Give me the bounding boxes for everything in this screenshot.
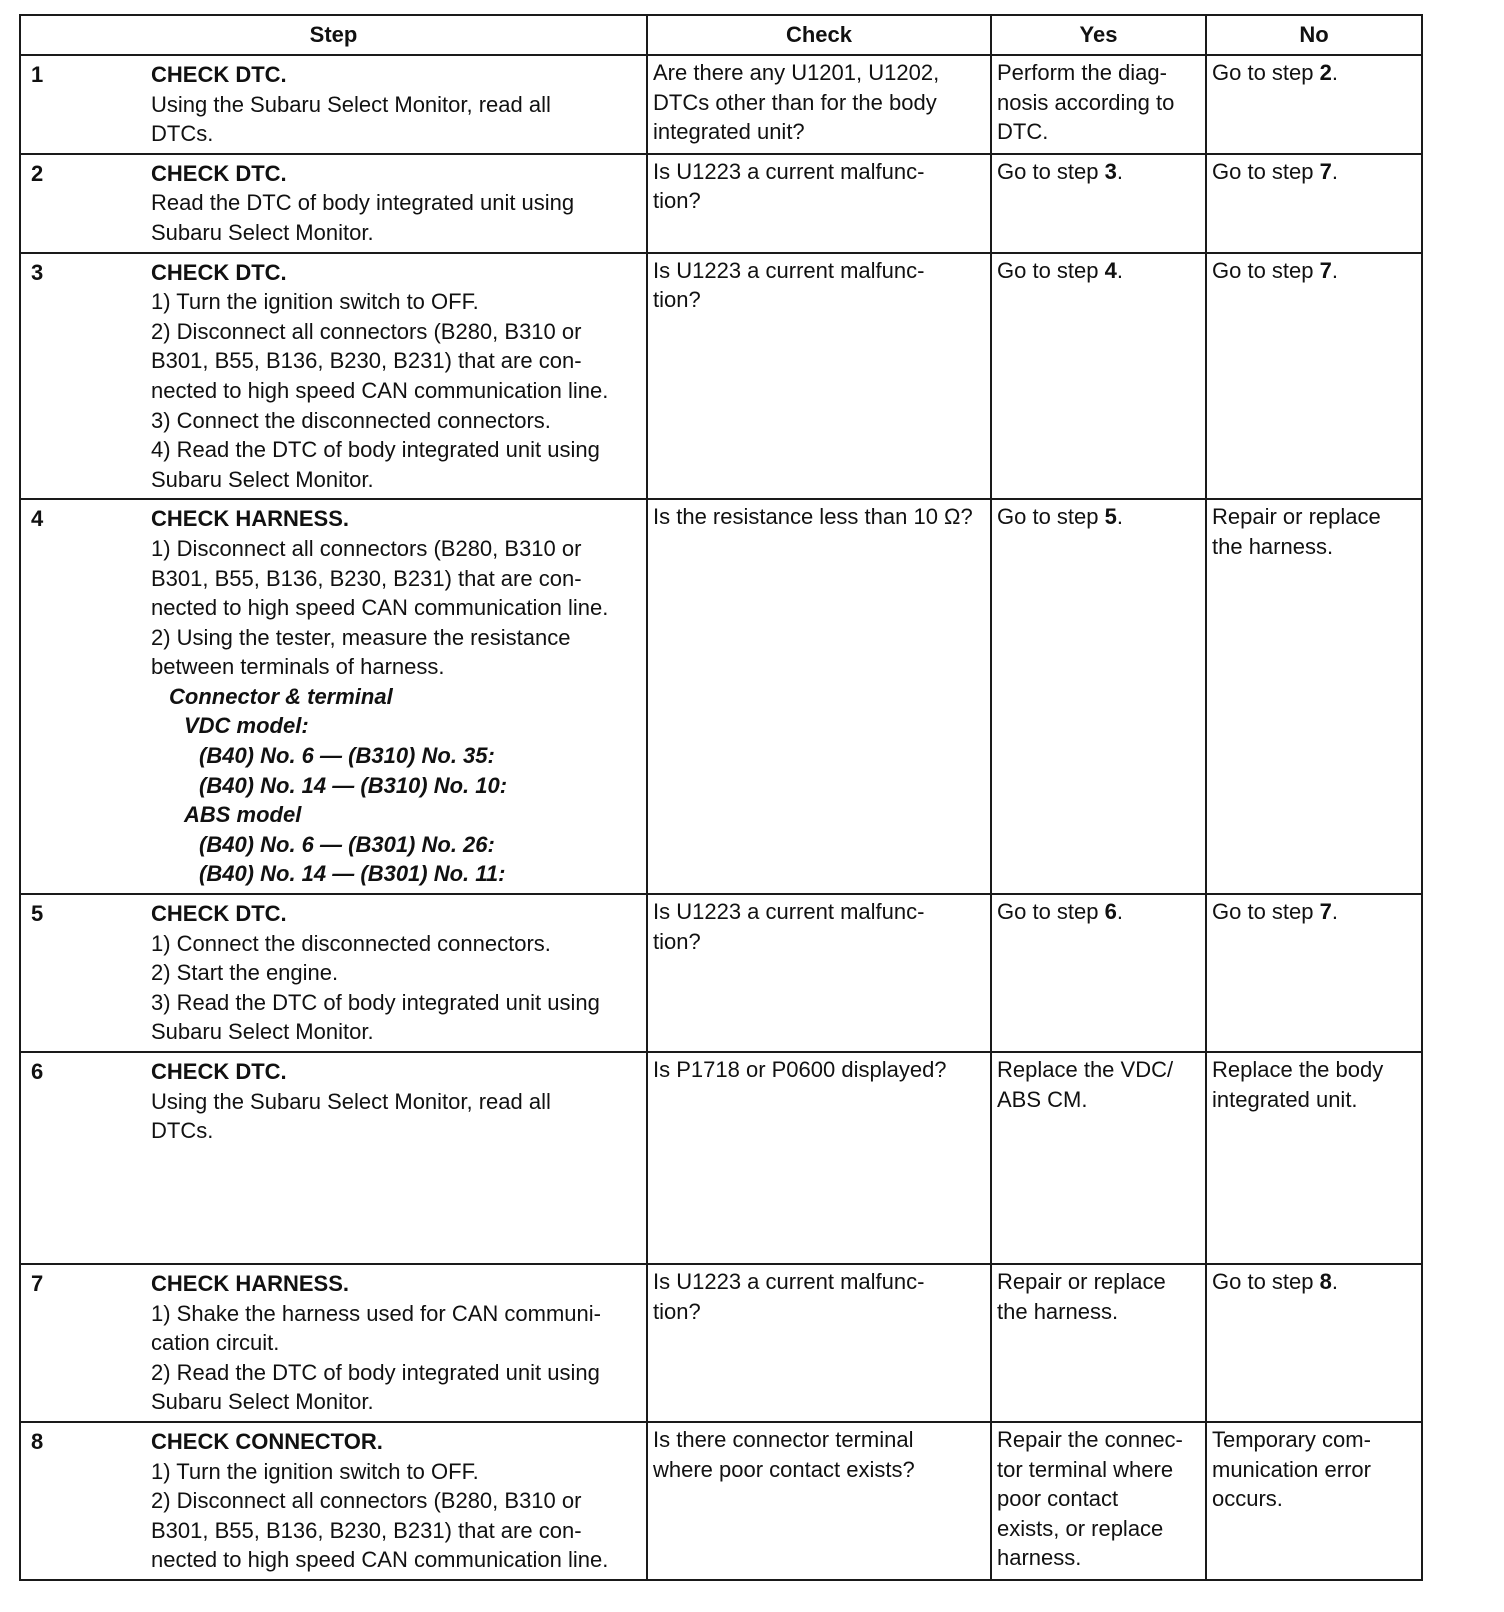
table-row (20, 154, 1422, 253)
check-line: Is U1223 a current malfunc- (653, 899, 925, 925)
no-line: the harness. (1212, 533, 1334, 559)
check-cell (647, 894, 991, 1052)
step-line: 1) Connect the disconnected connectors. (151, 930, 551, 956)
no-line: Replace the body (1212, 1057, 1384, 1082)
step-title: CHECK HARNESS. (151, 1271, 350, 1296)
check-line: tion? (653, 928, 701, 954)
step-line: cation circuit. (151, 1330, 280, 1356)
step-line: 1) Turn the ignition switch to OFF. (151, 289, 479, 315)
yes-cell (991, 894, 1206, 1052)
table-row (20, 1422, 1422, 1580)
no-cell (1206, 253, 1422, 500)
step-line: B301, B55, B136, B230, B231) that are con- (151, 1517, 582, 1543)
step-line: Read the DTC of body integrated unit using (151, 190, 575, 216)
step-number: 1 (31, 62, 44, 87)
step-cell (20, 253, 647, 500)
yes-text: Go to step (997, 504, 1105, 530)
step-number: 2 (31, 160, 44, 186)
check-line: tion? (653, 188, 701, 214)
yes-cell (991, 55, 1206, 154)
yes-line: Replace the VDC/ (997, 1057, 1174, 1082)
terminal-spec: (B40) No. 14 — (B301) No. 11: (199, 861, 506, 887)
no-suffix: . (1331, 899, 1338, 925)
step-title: CHECK DTC. (151, 259, 287, 285)
yes-line: Perform the diag- (997, 60, 1167, 85)
step-cell (20, 1052, 647, 1264)
yes-suffix: . (1116, 257, 1123, 283)
step-ref: 2 (1319, 60, 1332, 85)
step-line: B301, B55, B136, B230, B231) that are con- (151, 565, 582, 591)
no-text: Go to step (1212, 60, 1320, 85)
no-text: Go to step (1212, 1269, 1320, 1294)
no-text: Go to step (1212, 257, 1320, 283)
step-line: Subaru Select Monitor. (151, 1019, 374, 1045)
yes-line: Repair or replace (997, 1269, 1166, 1294)
no-cell (1206, 55, 1422, 154)
step-cell (20, 499, 647, 894)
step-number: 4 (31, 506, 44, 532)
yes-line: ABS CM. (997, 1086, 1088, 1112)
table-row (20, 1052, 1422, 1264)
check-line: DTCs other than for the body (653, 89, 937, 115)
table-row (20, 253, 1422, 500)
yes-cell (991, 499, 1206, 894)
no-cell (1206, 499, 1422, 894)
table-row (20, 499, 1422, 894)
step-number: 6 (31, 1059, 44, 1084)
step-line: B301, B55, B136, B230, B231) that are con- (151, 348, 582, 374)
yes-cell (991, 253, 1206, 500)
step-line: 3) Read the DTC of body integrated unit using (151, 989, 600, 1015)
step-line: DTCs. (151, 1118, 214, 1144)
table-row (20, 894, 1422, 1052)
check-line: Is the resistance less than 10 Ω? (653, 504, 973, 530)
yes-cell (991, 154, 1206, 253)
step-title: CHECK DTC. (151, 1059, 287, 1084)
step-title: CHECK DTC. (151, 160, 287, 186)
yes-cell (991, 1422, 1206, 1580)
yes-line: nosis according to (997, 89, 1175, 115)
step-ref: 7 (1319, 257, 1332, 283)
step-line: 2) Disconnect all connectors (B280, B310 or (151, 318, 582, 344)
check-cell (647, 253, 991, 500)
step-line: Subaru Select Monitor. (151, 1389, 374, 1415)
check-line: tion? (653, 1298, 701, 1324)
step-cell (20, 1422, 647, 1580)
header-no: No (1206, 15, 1422, 55)
header-step: Step (20, 15, 647, 55)
no-suffix: . (1331, 257, 1338, 283)
step-line: DTCs. (151, 121, 214, 147)
no-line: occurs. (1212, 1486, 1283, 1512)
no-suffix: . (1331, 60, 1338, 85)
diagnostic-table (19, 14, 1423, 1581)
no-cell (1206, 1422, 1422, 1580)
header-yes: Yes (991, 15, 1206, 55)
step-line: 1) Disconnect all connectors (B280, B310 or (151, 535, 582, 561)
step-cell (20, 1264, 647, 1422)
step-line: 2) Using the tester, measure the resistance (151, 624, 571, 650)
yes-suffix: . (1116, 899, 1123, 925)
step-title: CHECK CONNECTOR. (151, 1428, 383, 1454)
step-ref: 5 (1104, 504, 1117, 530)
step-ref: 8 (1319, 1269, 1332, 1294)
yes-line: exists, or replace (997, 1515, 1164, 1541)
check-line: integrated unit? (653, 119, 805, 145)
abs-model-label: ABS model (184, 802, 302, 828)
step-line: nected to high speed CAN communication line. (151, 1547, 609, 1573)
check-cell (647, 55, 991, 154)
step-line: nected to high speed CAN communication line. (151, 377, 609, 403)
check-cell (647, 154, 991, 253)
check-cell (647, 499, 991, 894)
no-cell (1206, 154, 1422, 253)
step-cell (20, 894, 647, 1052)
step-line: Subaru Select Monitor. (151, 466, 374, 492)
step-number: 3 (31, 259, 44, 285)
yes-text: Go to step (997, 899, 1105, 925)
step-line: 1) Shake the harness used for CAN communi- (151, 1300, 601, 1326)
step-ref: 3 (1104, 158, 1117, 184)
step-line: 3) Connect the disconnected connectors. (151, 407, 551, 433)
yes-line: harness. (997, 1545, 1082, 1571)
step-number: 7 (31, 1271, 44, 1296)
check-line: where poor contact exists? (653, 1456, 915, 1482)
yes-line: tor terminal where (997, 1456, 1174, 1482)
step-line: between terminals of harness. (151, 654, 445, 680)
check-line: tion? (653, 287, 701, 313)
step-ref: 7 (1319, 158, 1332, 184)
terminal-spec: (B40) No. 6 — (B310) No. 35: (199, 743, 495, 769)
no-cell (1206, 1052, 1422, 1264)
check-cell (647, 1264, 991, 1422)
terminal-spec: (B40) No. 14 — (B310) No. 10: (199, 772, 508, 798)
yes-cell (991, 1264, 1206, 1422)
no-suffix: . (1331, 1269, 1338, 1294)
yes-cell (991, 1052, 1206, 1264)
header-check: Check (647, 15, 991, 55)
header-row (20, 15, 1422, 55)
no-suffix: . (1331, 158, 1338, 184)
step-title: CHECK DTC. (151, 62, 287, 87)
no-cell (1206, 1264, 1422, 1422)
step-line: nected to high speed CAN communication line. (151, 595, 609, 621)
step-ref: 4 (1104, 257, 1117, 283)
table-row (20, 1264, 1422, 1422)
no-line: Repair or replace (1212, 504, 1381, 530)
check-line: Is P1718 or P0600 displayed? (653, 1057, 947, 1082)
step-line: 2) Read the DTC of body integrated unit using (151, 1359, 600, 1385)
check-line: Are there any U1201, U1202, (653, 60, 940, 85)
check-line: Is U1223 a current malfunc- (653, 158, 925, 184)
yes-text: Go to step (997, 158, 1105, 184)
step-line: 1) Turn the ignition switch to OFF. (151, 1458, 479, 1484)
step-line: Subaru Select Monitor. (151, 219, 374, 245)
step-title: CHECK DTC. (151, 901, 287, 927)
step-cell (20, 154, 647, 253)
yes-line: poor contact (997, 1486, 1119, 1512)
check-cell (647, 1052, 991, 1264)
step-cell (20, 55, 647, 154)
no-line: Temporary com- (1212, 1426, 1371, 1452)
step-line: 2) Start the engine. (151, 960, 339, 986)
connector-heading: Connector & terminal (169, 683, 393, 709)
step-ref: 6 (1104, 899, 1117, 925)
check-line: Is U1223 a current malfunc- (653, 1269, 925, 1294)
yes-line: Repair the connec- (997, 1426, 1183, 1452)
step-number: 5 (31, 901, 44, 927)
no-line: munication error (1212, 1456, 1371, 1482)
yes-text: Go to step (997, 257, 1105, 283)
no-text: Go to step (1212, 158, 1320, 184)
table-row (20, 55, 1422, 154)
no-cell (1206, 894, 1422, 1052)
step-line: 2) Disconnect all connectors (B280, B310 or (151, 1488, 582, 1514)
no-text: Go to step (1212, 899, 1320, 925)
yes-suffix: . (1116, 504, 1123, 530)
check-line: Is U1223 a current malfunc- (653, 257, 925, 283)
step-line: 4) Read the DTC of body integrated unit using (151, 437, 600, 463)
step-number: 8 (31, 1428, 44, 1454)
vdc-model-label: VDC model: (184, 713, 309, 739)
step-title: CHECK HARNESS. (151, 506, 350, 532)
step-line: Using the Subaru Select Monitor, read all (151, 1088, 551, 1114)
yes-suffix: . (1116, 158, 1123, 184)
terminal-spec: (B40) No. 6 — (B301) No. 26: (199, 831, 495, 857)
yes-line: DTC. (997, 119, 1049, 145)
step-line: Using the Subaru Select Monitor, read all (151, 91, 551, 117)
check-cell (647, 1422, 991, 1580)
yes-line: the harness. (997, 1298, 1119, 1324)
no-line: integrated unit. (1212, 1086, 1358, 1112)
check-line: Is there connector terminal (653, 1426, 914, 1452)
step-ref: 7 (1319, 899, 1332, 925)
